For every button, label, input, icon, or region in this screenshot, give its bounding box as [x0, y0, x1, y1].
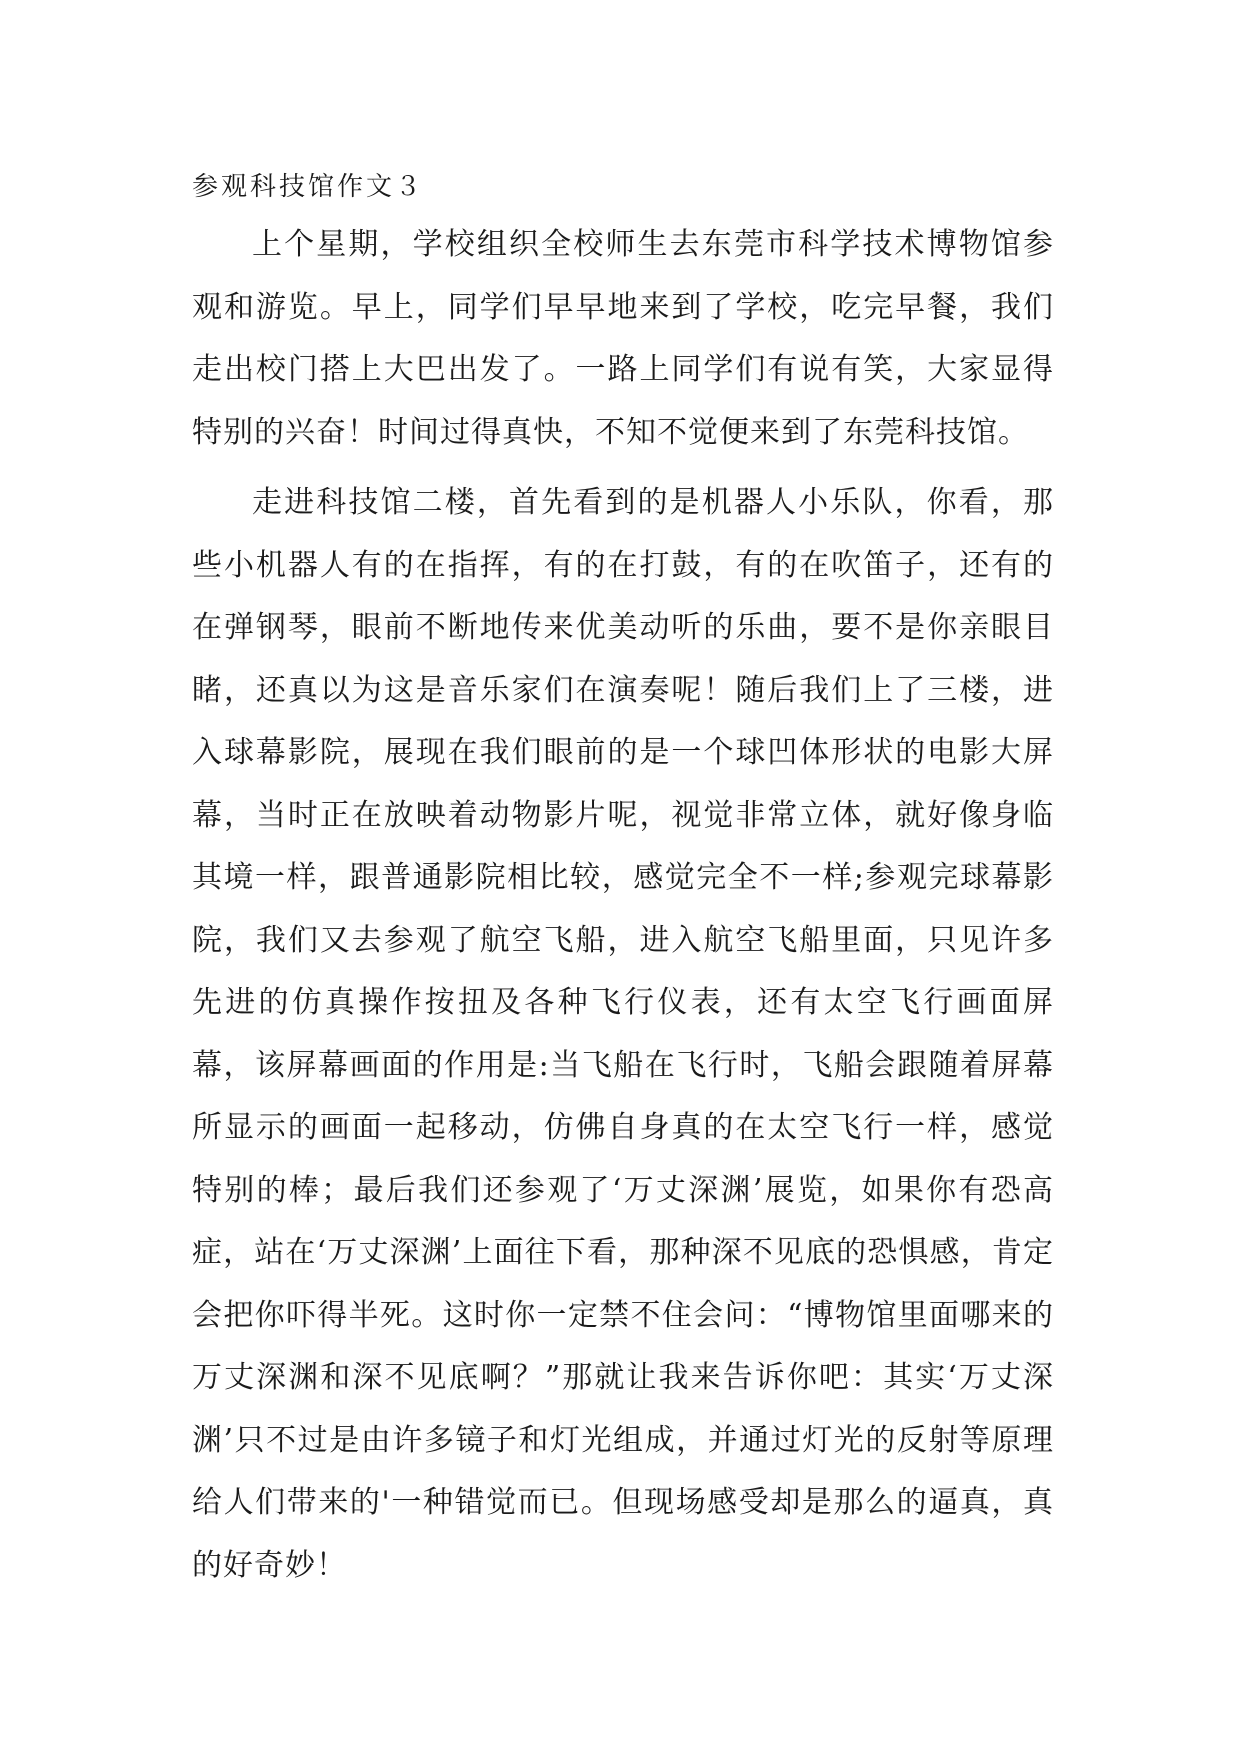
paragraph-2: 走进科技馆二楼，首先看到的是机器人小乐队，你看，那些小机器人有的在指挥，有的在打鼓，有的在吹笛子，还有的在弹钢琴，眼前不断地传来优美动听的乐曲，要不是你亲眼目睹，还真以为这是音乐家们在演奏呢！随后我们上了三楼，进入球幕影院，展现在我们眼前的是一个球凹体形状的电影大屏幕，当时正在放映着动物影片呢，视觉非常立体，就好像身临其境一样，跟普通影院相比较，感觉完全不一样;参观完球幕影院，我们又去参观了航空飞船，进入航空飞船里面，只见许多先进的仿真操作按扭及各种飞行仪表，还有太空飞行画面屏幕，该屏幕画面的作用是:当飞船在飞行时，飞船会跟随着屏幕所显示的画面一起移动，仿佛自身真的在太空飞行一样，感觉特别的棒；最后我们还参观了‘万丈深渊’展览，如果你有恐高症，站在‘万丈深渊’上面往下看，那种深不见底的恐惧感，肯定会把你吓得半死。这时你一定禁不住会问：“博物馆里面哪来的万丈深渊和深不见底啊？”那就让我来告诉你吧：其实‘万丈深渊’只不过是由许多镜子和灯光组成，并通过灯光的反射等原理给人们带来的'一种错觉而已。但现场感受却是那么的逼真，真的好奇妙！ — [192, 485, 1054, 1583]
document-title: 参观科技馆作文３ — [192, 172, 425, 202]
document-body — [192, 160, 1054, 1597]
paragraph-1: 上个星期，学校组织全校师生去东莞市科学技术博物馆参观和游览。早上，同学们早早地来到了学校，吃完早餐，我们走出校门搭上大巴出发了。一路上同学们有说有笑，大家显得特别的兴奋！时间过得真快，不知不觉便来到了东莞科技馆。 — [192, 227, 1054, 450]
